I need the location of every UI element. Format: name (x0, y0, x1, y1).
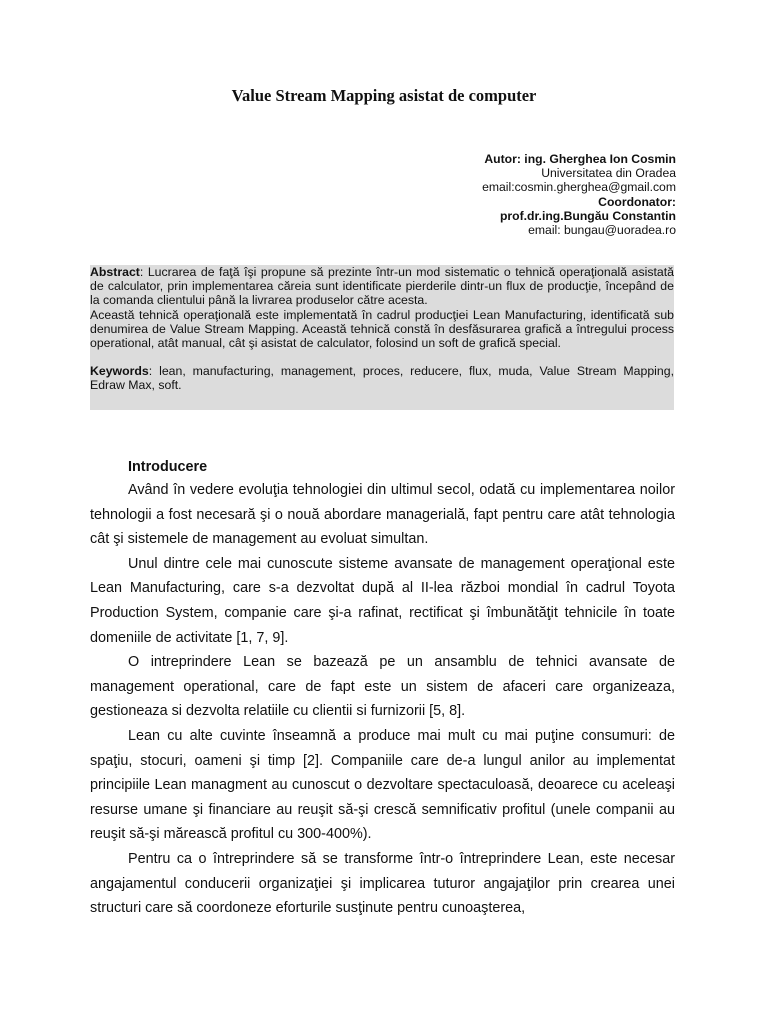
section-heading: Introducere (128, 459, 208, 475)
coordinator-email: email: bungau@uoradea.ro (528, 223, 676, 238)
abstract-box (90, 265, 674, 410)
coordinator-name: prof.dr.ing.Bungău Constantin (499, 208, 676, 223)
abstract-paragraph-1 (90, 265, 674, 308)
body-paragraph: Având în vedere evoluţia tehnologiei din ultimul secol, odată cu implementarea noilor tehnologii a fost necesară şi o nouă abordare managerială, fapt pentru care atât tehnologia cât şi sistemele de management au evoluat simultan. (90, 482, 675, 548)
keywords-text: : lean, manufacturing, management, proces, reducere, flux, muda, Value Stream Mapping, Edraw Max, soft. (90, 364, 674, 393)
body-text (90, 456, 675, 921)
abstract-text-2: Această tehnică operaţională este implementată în cadrul producţiei Lean Manufacturing, identificată sub denumirea de Value Stream Mapping. Această tehnică constă în desfăsurarea grafică a întregului process operational, atât manual, cât şi asistat de calculator, folosind un soft de grafică special. (90, 307, 674, 351)
keywords-label: Keywords (90, 364, 149, 379)
abstract-label: Abstract (90, 265, 140, 279)
body-paragraph: Lean cu alte cuvinte înseamnă a produce mai mult cu mai puţine consumuri: de spaţiu, stocuri, oameni şi timp [2]. Companiile care de-a lungul anilor au implementat principiile Lean managment au cunoscut o dezvoltare spectaculoasă, deoarece cu aceleaşi resurse umane şi financiare au reuşit să-şi crescă semnificativ profitul (unele companii au reuşit să-şi mărească profitul cu 300-400%). (90, 727, 675, 843)
paper-title: Value Stream Mapping asistat de computer (231, 86, 537, 105)
body-paragraph: Unul dintre cele mai cunoscute sisteme avansate de management operaţional este Lean Manufacturing, care s-a dezvoltat după al II-lea război mondial în cadrul Toyota Production System, companie care şi-a rafinat, rectificat şi îmbunătăţit tehnicile în toate domeniile de activitate [1, 7, 9]. (90, 555, 675, 646)
abstract-text-1: : Lucrarea de faţă îşi propune să prezinte într-un mod sistematic o tehnică operaţională asistată de calculator, prin implementarea căreia sunt identificate pierderile dintr-un flux de producţie, începând de la comanda clientului până la livrarea produselor către acesta. (90, 265, 674, 308)
body-paragraph: O intreprindere Lean se bazează pe un ansamblu de tehnici avansate de management operational, care de fapt este un sistem de afaceri care organizeaza, gestioneaza si dezvolta relatiile cu clientii si furnizorii [5, 8]. (90, 654, 675, 720)
body-paragraph: Pentru ca o întreprindere să se transforme într-o întreprindere Lean, este necesar angajamentul conducerii organizaţiei şi implicarea tuturor angajaţilor prin crearea unei structuri care să coordoneze eforturile susţinute pentru cunoaşterea, (90, 850, 675, 917)
author-university: Universitatea din Oradea (541, 166, 676, 181)
author-name: Autor: ing. Gherghea Ion Cosmin (484, 152, 676, 166)
keywords-paragraph (90, 364, 674, 392)
coordinator-label: Coordonator: (598, 194, 676, 209)
author-email: email:cosmin.gherghea@gmail.com (482, 180, 676, 195)
author-block (316, 152, 676, 237)
